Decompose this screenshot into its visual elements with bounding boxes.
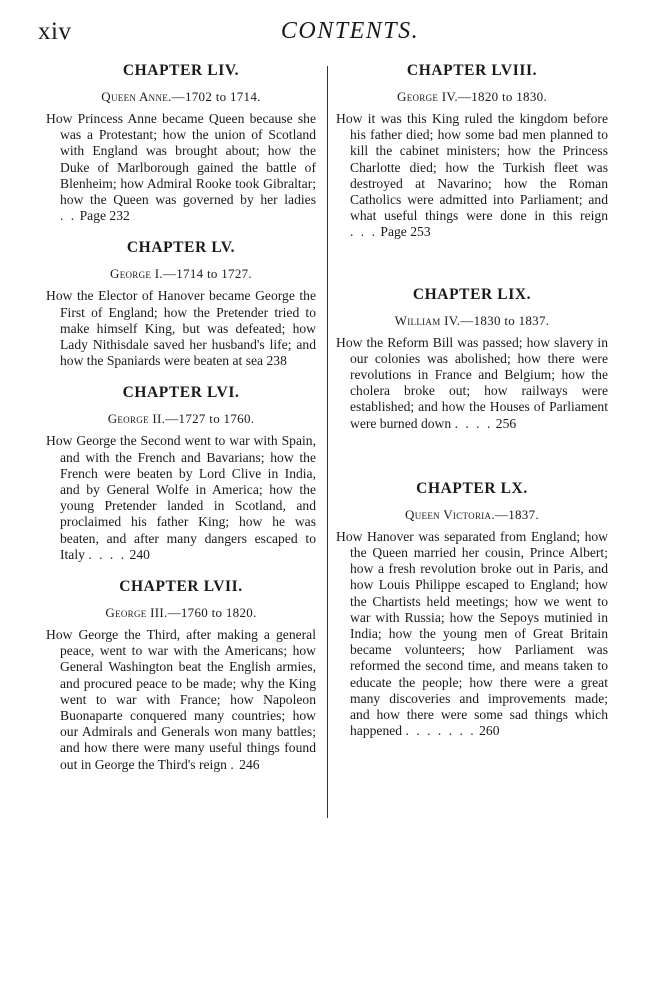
leader-dots: . . . . [88,546,127,562]
reign-dates: —1760 to 1820. [167,605,257,621]
monarch-name: George III. [105,605,168,621]
reign-dates: —1727 to 1760. [165,411,255,427]
column-divider [327,66,328,818]
reign-dates: —1830 to 1837. [460,312,550,328]
page-number-ref: 260 [479,723,500,739]
chapter-reign [46,411,316,426]
monarch-name: George I. [110,266,163,282]
description-text: How George the Second went to war with Spain, and with the French and Bavarians; how the French were beaten by Lord Clive in India, and by General Wolfe in America; how the young Pretender landed in Scotland, and proclaimed his father King; how he was beaten, and after many dangers escaped to Italy [46,433,316,562]
page-number-ref: 246 [239,756,260,772]
chapter-title: CHAPTER LVIII. [406,62,538,79]
leader-dots: . . . . [454,415,493,431]
chapter-reign [46,266,316,281]
leader-dots: . . . [350,224,377,240]
chapter-reign [46,605,316,620]
chapter-description [336,529,608,740]
description-text: How George the Third, after making a general peace, went to war with the Americans; how General Washington beat the English armies, and procured peace to be made; why the King went to war with France; how Napoleon Buonaparte conquered many countries; how our Admirals and Generals won many battles; and how there were many useful things found out in George the Third's reign [46,627,316,772]
page-reference [60,208,130,223]
chapter-55 [46,239,316,369]
description-text: How the Reform Bill was passed; how slavery in our colonies was abolished; how there were revolutions in France and Belgium; how the cholera broke out; how railways were established; and how the Houses of Parliament were burned down [336,334,608,431]
chapter-reign [336,313,608,328]
right-column [336,62,608,739]
description-text: How Hanover was separated from England; how the Queen married her cousin, Prince Albert; how a fresh revolution broke out in Paris, and how Louis Philippe escaped to England; how the Chartists held meetings; how we went to war with Russia; how the Sepoys mutinied in India; how the young men of Great Britain became volunteers; how Parliament was reformed the second time, and means taken to educate the people; how there were a great many discoveries and improvements made; and how there were some sad things which happened [336,528,608,739]
chapter-reign [336,89,608,104]
chapter-54 [46,62,316,224]
chapter-description [46,288,316,369]
chapter-title: CHAPTER LIV. [122,62,240,79]
description-text: How it was this King ruled the kingdom before his father died; how some bad men planned to kill the cabinet ministers; how the Princess Charlotte died; how the Turkish fleet was destroyed at Navarino; how the Roman Catholics were admitted into Parliament; and what useful things were done in this reign [336,111,608,224]
chapter-reign [336,507,608,522]
page-reference [88,547,150,562]
chapter-57 [46,578,316,773]
left-column [46,62,316,773]
page-reference [455,416,517,431]
page-reference [266,353,286,368]
chapter-60 [336,480,608,740]
chapter-59 [336,286,608,432]
leader-dots: . . . . . . . [405,723,476,739]
chapter-title: CHAPTER LV. [126,239,236,257]
reign-dates: —1714 to 1727. [162,266,252,282]
reign-dates: —1702 to 1714. [171,89,261,104]
page-number-ref: Page 232 [79,208,130,224]
reign-dates: —1837. [494,506,539,522]
chapter-title: CHAPTER LVII. [119,578,243,596]
monarch-name: George IV. [397,89,458,104]
chapter-title: CHAPTER LVI. [122,384,240,402]
page-header [38,18,622,52]
chapter-description [46,627,316,773]
page-reference [350,224,431,239]
page-reference [406,723,500,738]
monarch-name: Queen Anne. [101,89,172,104]
leader-dots: . . [60,208,77,224]
chapter-58 [336,62,608,241]
page-reference [230,757,259,772]
page-number-ref: Page 253 [380,224,431,240]
chapter-title: CHAPTER LX. [416,479,528,497]
reign-dates: —1820 to 1830. [457,89,547,104]
monarch-name: George II. [107,411,166,427]
chapter-description [46,433,316,563]
chapter-title: CHAPTER LIX. [412,285,532,303]
page-number-ref: 240 [129,546,150,562]
monarch-name: William IV. [394,312,461,328]
chapter-description [336,111,608,241]
chapter-56 [46,384,316,563]
running-title: CONTENTS. [280,18,420,44]
chapter-reign [46,89,316,104]
page-number: xiv [38,18,72,45]
page-number-ref: 238 [266,353,287,369]
page-number-ref: 256 [495,415,517,431]
monarch-name: Queen Victoria. [405,506,495,522]
chapter-description [46,111,316,224]
description-text: How Princess Anne became Queen because she was a Protestant; how the union of Scotland with England was brought about; how the Duke of Marlborough gained the battle of Blenheim; how Admiral Rooke took Gibraltar; how the Queen was governed by her ladies [46,111,316,208]
description-text: How the Elector of Hanover became George the First of England; how the Pretender tried to make himself King, but was defeated; how Lady Nithisdale saved her husband's life; and how the Spaniards were beaten at sea [46,288,316,369]
chapter-description [336,335,608,432]
leader-dots: . [230,756,236,772]
